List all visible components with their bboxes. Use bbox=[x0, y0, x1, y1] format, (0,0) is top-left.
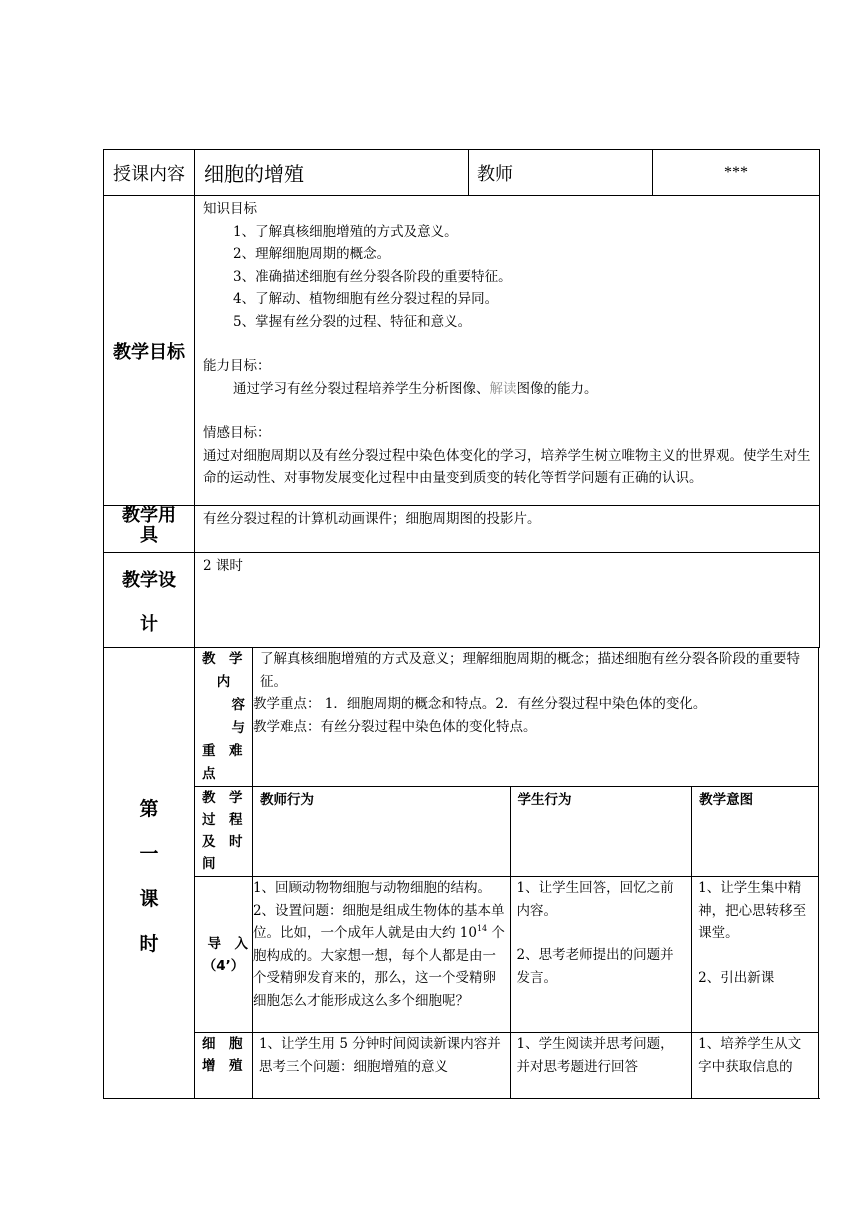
content-row bbox=[195, 648, 819, 787]
col-intent-header: 教学意图 bbox=[692, 787, 819, 877]
proliferation-label: 细 胞 增 殖 bbox=[195, 1033, 253, 1107]
objectives-row bbox=[104, 196, 820, 506]
knowledge-title: 知识目标 bbox=[203, 201, 258, 217]
design-text: 2 课时 bbox=[195, 553, 820, 648]
proliferation-teacher: 1、让学生用 5 分钟时间阅读新课内容并思考三个问题：细胞增殖的意义 bbox=[252, 1033, 510, 1107]
intro-label: 导 入 （4’） bbox=[195, 877, 253, 1033]
knowledge-item: 3、准确描述细胞有丝分裂各阶段的重要特征。 bbox=[233, 268, 512, 285]
page-bottom-margin bbox=[0, 1099, 860, 1216]
content-label: 授课内容 bbox=[104, 150, 195, 196]
emotion-title: 情感目标： bbox=[203, 425, 271, 441]
proliferation-row bbox=[195, 1033, 819, 1107]
teacher-label: 教师 bbox=[468, 150, 652, 196]
design-label: 教学设 计 bbox=[104, 553, 195, 648]
knowledge-item: 1、了解真核细胞增殖的方式及意义。 bbox=[233, 223, 458, 240]
content-title: 细胞的增殖 bbox=[195, 150, 469, 196]
intro-intent: 1、让学生集中精神，把心思转移至课堂。 2、引出新课 bbox=[692, 877, 819, 1033]
content-row-label: 教 学 内 容 与 重 难 点 bbox=[195, 648, 253, 787]
page-cut-line bbox=[103, 1098, 820, 1099]
objectives-cell bbox=[195, 196, 820, 506]
col-student-header: 学生行为 bbox=[510, 787, 692, 877]
objectives-label: 教学目标 bbox=[104, 196, 195, 506]
knowledge-item: 4、了解动、植物细胞有丝分裂过程的异同。 bbox=[233, 291, 499, 307]
knowledge-item: 5、掌握有丝分裂的过程、特征和意义。 bbox=[233, 313, 472, 330]
tools-text: 有丝分裂过程的计算机动画课件；细胞周期图的投影片。 bbox=[195, 506, 820, 553]
lesson-plan-table bbox=[103, 149, 820, 1107]
proliferation-intent: 1、培养学生从文字中获取信息的 bbox=[692, 1033, 819, 1107]
knowledge-item: 2、理解细胞周期的概念。 bbox=[233, 246, 391, 262]
lesson1-label: 第 一 课 时 bbox=[104, 648, 195, 1107]
emotion-text: 通过对细胞周期以及有丝分裂过程中染色体变化的学习，培养学生树立唯物主义的世界观。使学生对生命的运动性、对事物发展变化过程中由量变到质变的转化等哲学问题有正确的认识。 bbox=[203, 447, 811, 486]
tools-row bbox=[104, 506, 820, 553]
ability-title: 能力目标： bbox=[203, 358, 271, 374]
header-row bbox=[104, 150, 820, 196]
teacher-value: *** bbox=[652, 150, 819, 196]
process-header-row bbox=[195, 787, 819, 877]
tools-label: 教学用 具 bbox=[104, 506, 195, 553]
ability-text: 通过学习有丝分裂过程培养学生分析图像、解读图像的能力。 bbox=[233, 380, 598, 397]
lesson1-row bbox=[104, 648, 820, 1107]
lesson1-table bbox=[194, 647, 819, 1107]
process-label: 教 学 过 程 及 时 间 bbox=[195, 787, 253, 877]
col-teacher-header: 教师行为 bbox=[252, 787, 510, 877]
design-row bbox=[104, 553, 820, 648]
content-text: 了解真核细胞增殖的方式及意义；理解细胞周期的概念；描述细胞有丝分裂各阶段的重要特征。 教学重点： 1．细胞周期的概念和特点。2．有丝分裂过程中染色体的变化。 教学难点：有丝分裂过程中染色体的变化特点。 bbox=[252, 648, 818, 787]
intro-student: 1、让学生回答，回忆之前内容。 2、思考老师提出的问题并发言。 bbox=[510, 877, 692, 1033]
intro-row bbox=[195, 877, 819, 1033]
proliferation-student: 1、学生阅读并思考问题，并对思考题进行回答 bbox=[510, 1033, 692, 1107]
intro-teacher: 1、回顾动物物细胞与动物细胞的结构。 2、设置问题：细胞是组成生物体的基本单位。比如，一个成年人就是由大约 $10^{14}$ 个胞构成的。大家想一想，每个人都是由一个受精卵发育来的，那么，这一个受精卵细胞怎么才能形成这么多个细胞呢？ bbox=[252, 877, 510, 1033]
